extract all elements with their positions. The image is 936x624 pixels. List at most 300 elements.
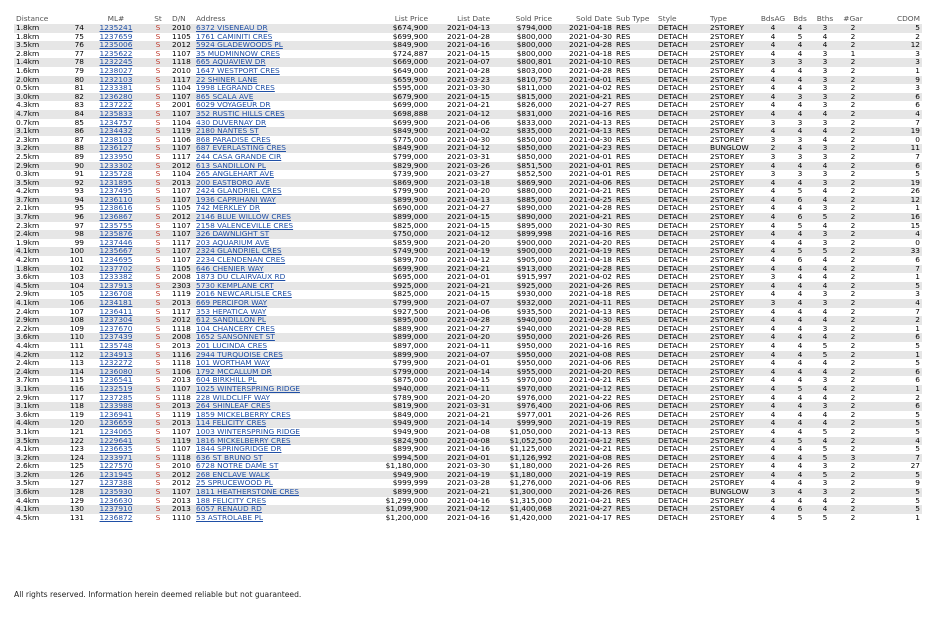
address-link[interactable]: 430 DUVERNAY DR [196,118,267,127]
district-cell: 2013 [172,419,191,428]
address-link[interactable]: 6057 RENAUD RD [196,505,262,514]
address-link[interactable]: 669 PERCIFOR WAY [196,299,268,307]
distance-cell: 3.1km [16,427,40,436]
garage-cell: 2 [850,66,856,75]
bathrooms-cell: 4 [822,367,828,376]
address-link[interactable]: 1025 WINTERSPRING RIDGE [196,384,300,393]
garage-cell: 2 [850,273,856,282]
address-link[interactable]: 244 CASA GRANDE CIR [196,152,282,161]
address-link[interactable]: 868 PARADISE CRES [196,135,271,144]
table-row [14,351,922,360]
ml-number-link[interactable]: 1238027 [99,66,133,75]
district-cell: 2013 [172,341,191,350]
style-cell: DETACH [658,92,688,101]
list-price-cell: $899,900 [392,488,428,497]
address-link[interactable]: 1873 DU CLAIRVAUX RD [196,273,286,282]
ml-number-cell [86,376,146,385]
address-link[interactable]: 264 SHINLEAF CRES [196,402,271,411]
list-date-cell: 2021-03-31 [447,152,490,161]
address-link[interactable]: 1816 MICKELBERRY CRES [196,436,291,445]
table-row [14,239,922,248]
district-cell: 1116 [172,350,191,359]
garage-cell: 2 [850,324,856,333]
distance-cell: 1.4km [16,58,40,67]
list-date-cell: 2021-04-06 [447,307,490,316]
ml-number-link[interactable]: 1234181 [99,299,133,307]
ml-number-cell [86,505,146,514]
status-cell: S [155,204,161,213]
ml-number-link[interactable]: 1233971 [99,453,133,462]
ml-number-cell [86,24,146,33]
ml-number-link[interactable]: 1237670 [99,324,133,333]
header-garage[interactable]: #Gar [843,14,863,23]
style-cell: DETACH [658,178,688,187]
ml-number-cell [86,445,146,454]
address-link[interactable]: 5924 GLADEWOODS PL [196,41,283,50]
list-price-cell: $849,000 [392,410,428,419]
bathrooms-cell: 4 [822,135,828,144]
address-link[interactable]: 2234 CLENDENAN CRES [196,256,286,265]
header-sold-price[interactable]: Sold Price [515,14,552,23]
ml-number-link[interactable]: 1236541 [99,376,133,385]
cdom-cell: 5 [915,427,920,436]
ml-number-link[interactable]: 1235622 [99,49,133,58]
cdom-cell: 27 [910,462,920,471]
ml-number-link[interactable]: 1237285 [99,393,133,402]
cdom-cell: 6 [915,161,920,170]
header-sub-type[interactable]: Sub Type [616,14,650,23]
address-link[interactable]: 2424 GLANDRIEL CRES [196,187,282,196]
garage-cell: 2 [850,307,856,316]
header-bathrooms[interactable]: Bths [816,14,834,23]
ml-number-link[interactable]: 1235755 [99,221,133,230]
ml-number-link[interactable]: 1232519 [99,384,133,393]
sub-type-cell: RES [616,127,631,136]
ml-number-link[interactable]: 1235241 [99,24,133,32]
district-cell: 1119 [172,127,191,136]
address-link[interactable]: 687 EVERLASTING CRES [196,144,286,153]
header-status[interactable]: St [154,14,162,23]
ml-number-cell [86,50,146,59]
address-link[interactable]: 200 EASTBORO AVE [196,178,270,187]
ml-number-link[interactable]: 1236708 [99,290,133,299]
ml-number-link[interactable]: 1234065 [99,427,133,436]
ml-number-link[interactable]: 1232245 [99,58,133,67]
ml-number-link[interactable]: 1236659 [99,419,133,428]
address-cell [194,290,372,299]
ml-number-link[interactable]: 1237304 [99,316,133,325]
distance-cell: 3.6km [16,333,40,342]
sold-price-cell: $940,000 [516,316,552,325]
type-cell: 2STOREY [710,66,745,75]
table-row [14,101,922,110]
row-number-cell: 89 [74,152,84,161]
ml-number-link[interactable]: 1236411 [99,307,133,316]
header-ml-number[interactable]: ML# [107,14,125,23]
district-cell: 1118 [172,453,191,462]
header-list-date[interactable]: List Date [457,14,490,23]
address-cell [194,368,372,377]
address-link[interactable]: 1844 SPRINGRIDGE DR [196,445,282,454]
sub-type-cell: RES [616,92,631,101]
list-date-cell: 2021-03-30 [447,462,490,471]
address-link[interactable]: 636 ST BRUNO ST [196,453,263,462]
address-link[interactable]: 2324 GLANDRIEL CRES [196,247,282,256]
bathrooms-cell: 4 [822,393,828,402]
address-link[interactable]: 1859 MICKELBERRY CRES [196,410,291,419]
ml-number-cell [86,127,146,136]
cdom-cell: 7 [915,453,920,462]
ml-number-link[interactable]: 1236867 [99,213,133,222]
ml-number-link[interactable]: 1233950 [99,152,133,161]
list-date-cell: 2021-04-15 [447,376,490,385]
header-style[interactable]: Style [658,14,677,23]
ml-number-link[interactable]: 1236127 [99,144,133,153]
address-link[interactable]: 352 RUSTIC HILLS CRES [196,109,285,118]
ml-number-link[interactable]: 1237702 [99,264,133,273]
row-number-cell: 121 [69,427,84,436]
district-cell: 1105 [172,204,191,213]
ml-number-link[interactable]: 1233381 [99,84,133,93]
list-date-cell: 2021-04-20 [447,333,490,342]
ml-number-link[interactable]: 1238616 [99,204,133,213]
district-cell: 1107 [172,256,191,265]
cdom-cell: 6 [915,367,920,376]
district-cell: 1107 [172,109,191,118]
address-cell [194,101,372,110]
sub-type-cell: RES [616,49,631,58]
address-link[interactable]: 1998 LEGRAND CRES [196,84,275,93]
address-link[interactable]: 612 SANDILLON PL [196,316,266,325]
ml-number-link[interactable]: 1236635 [99,445,133,454]
header-sold-date[interactable]: Sold Date [576,14,612,23]
ml-number-link[interactable]: 1234432 [99,127,133,136]
address-link[interactable]: 353 HEPATICA WAY [196,307,267,316]
sub-type-cell: RES [616,264,631,273]
bedrooms-cell: 6 [797,505,803,514]
address-link[interactable]: 2016 NEWCARLISLE CRES [196,290,292,299]
ml-number-link[interactable]: 1227570 [99,462,133,471]
distance-cell: 4.4km [16,341,40,350]
table-row [14,222,922,231]
address-link[interactable]: 604 BIRKHILL PL [196,376,257,385]
ml-number-link[interactable]: 1236280 [99,92,133,101]
ml-number-link[interactable]: 1234913 [99,350,133,359]
ml-number-cell [86,437,146,446]
address-link[interactable]: 35 MUDMINNOW CRES [196,49,280,58]
list-price-cell: $699,900 [392,118,428,127]
ml-number-link[interactable]: 1237495 [99,187,133,196]
address-link[interactable]: 2158 VALENCEVILLE CRES [196,221,294,230]
bathrooms-cell: 5 [822,213,828,222]
address-link[interactable]: 114 FELICITY CRES [196,419,267,428]
bedrooms-cell: 4 [797,307,803,316]
table-row [14,230,922,239]
address-link[interactable]: 613 SANDILLON PL [196,161,266,170]
garage-cell: 2 [850,350,856,359]
address-link[interactable]: 665 AQUAVIEW DR [196,58,266,67]
ml-number-cell [86,230,146,239]
header-bedrooms-above-grade[interactable]: BdsAG [760,14,786,23]
list-price-cell: $825,000 [392,221,428,230]
status-cell: S [155,49,161,58]
row-number-cell: 94 [74,195,84,204]
bedrooms-cell: 5 [797,384,803,393]
ml-number-link[interactable]: 1237439 [99,333,133,342]
sold-date-cell: 2021-04-26 [569,462,612,471]
header-type[interactable]: Type [710,14,727,23]
header-cdom[interactable]: CDOM [896,14,920,23]
cdom-cell: 5 [915,24,920,32]
style-cell: DETACH [658,204,688,213]
address-cell [194,351,372,360]
table-row [14,325,922,334]
address-link[interactable]: 1647 WESTPORT CRES [196,66,280,75]
ml-number-link[interactable]: 1237388 [99,479,133,488]
sold-price-cell: $890,000 [516,213,552,222]
ml-number-link[interactable]: 1231895 [99,178,133,187]
address-link[interactable]: 2180 NANTES ST [196,127,259,136]
ml-number-link[interactable]: 1233988 [99,402,133,411]
ml-number-link[interactable]: 1238103 [99,135,133,144]
bathrooms-cell: 4 [822,410,828,419]
distance-cell: 2.4km [16,359,40,368]
ml-number-link[interactable]: 1233382 [99,273,133,282]
bedrooms-cell: 4 [797,204,803,213]
ml-number-link[interactable]: 1237659 [99,32,133,41]
address-link[interactable]: 6029 VOYAGEUR DR [196,101,271,110]
cdom-cell: 6 [915,92,920,101]
list-price-cell: $799,900 [392,299,428,307]
table-row [14,411,922,420]
disclaimer-footer: All rights reserved. Information herein deemed reliable but not guaranteed. [14,590,302,599]
bedrooms-above-grade-cell: 4 [770,367,776,376]
status-cell: S [155,24,161,32]
list-price-cell: $679,900 [392,92,428,101]
list-price-cell: $1,180,000 [385,462,428,471]
address-link[interactable]: 1811 HEATHERSTONE CRES [196,488,299,497]
row-number-cell: 127 [69,479,84,488]
header-distance[interactable]: Distance [16,14,49,23]
cdom-cell: 15 [910,221,920,230]
bedrooms-cell: 4 [797,66,803,75]
cdom-cell: 4 [915,109,920,118]
row-number-cell: 99 [74,238,84,247]
table-row [14,376,922,385]
district-cell: 1105 [172,264,191,273]
bathrooms-cell: 4 [822,316,828,325]
status-cell: S [155,127,161,136]
ml-number-link[interactable]: 1236872 [99,513,133,522]
ml-number-link[interactable]: 1232103 [99,75,133,84]
sold-date-cell: 2021-04-21 [569,187,612,196]
table-header-row [14,14,922,24]
bedrooms-cell: 4 [797,230,803,239]
address-link[interactable]: 22 SHINER LANE [196,75,258,84]
ml-number-link[interactable]: 1236941 [99,410,133,419]
type-cell: 2STOREY [710,273,745,282]
bedrooms-cell: 3 [797,92,803,101]
address-cell [194,144,372,153]
bathrooms-cell: 3 [822,178,828,187]
status-cell: S [155,221,161,230]
header-list-price[interactable]: List Price [394,14,428,23]
address-cell [194,239,372,248]
sold-price-cell: $950,000 [516,333,552,342]
table-row [14,50,922,59]
sub-type-cell: RES [616,84,631,93]
bedrooms-above-grade-cell: 4 [770,384,776,393]
list-price-cell: $899,900 [392,195,428,204]
bedrooms-cell: 3 [797,118,803,127]
bedrooms-above-grade-cell: 4 [770,92,776,101]
bedrooms-above-grade-cell: 4 [770,324,776,333]
address-cell [194,316,372,325]
address-link[interactable]: 2146 BLUE WILLOW CRES [196,213,291,222]
ml-number-link[interactable]: 1235728 [99,170,133,179]
address-link[interactable]: 104 CHANCERY CRES [196,324,275,333]
ml-number-link[interactable]: 1235006 [99,41,133,50]
address-cell [194,93,372,102]
address-link[interactable]: 326 DAWNLIGHT ST [196,230,270,239]
ml-number-link[interactable]: 1235876 [99,230,133,239]
sold-price-cell: $950,000 [516,350,552,359]
bedrooms-cell: 4 [797,470,803,479]
ml-number-link[interactable]: 1234757 [99,118,133,127]
ml-number-cell [86,119,146,128]
distance-cell: 4.1km [16,247,40,256]
row-number-cell: 104 [69,281,84,290]
list-price-cell: $949,900 [392,427,428,436]
address-link[interactable]: 101 WORTHAM WAY [196,359,270,368]
ml-number-link[interactable]: 1234695 [99,256,133,265]
style-cell: DETACH [658,316,688,325]
bathrooms-cell: 3 [822,58,828,67]
ml-number-link[interactable]: 1235930 [99,488,133,497]
sold-date-cell: 2021-04-01 [569,170,612,179]
district-cell: 2303 [172,281,191,290]
ml-number-link[interactable]: 1237446 [99,238,133,247]
ml-number-link[interactable]: 1233302 [99,161,133,170]
ml-number-link[interactable]: 1237910 [99,505,133,514]
address-cell [194,428,372,437]
ml-number-cell [86,385,146,394]
sub-type-cell: RES [616,410,631,419]
ml-number-cell [86,359,146,368]
address-link[interactable]: 646 CHENIER WAY [196,264,264,273]
ml-number-link[interactable]: 1236080 [99,367,133,376]
list-price-cell: $875,000 [392,376,428,385]
style-cell: DETACH [658,367,688,376]
sold-date-cell: 2021-04-06 [569,479,612,488]
sold-price-cell: $950,000 [516,359,552,368]
address-link[interactable]: 2944 TURQUOISE CRES [196,350,283,359]
address-link[interactable]: 5730 KEMPLANE CRT [196,281,274,290]
address-link[interactable]: 1761 CAMINITI CRES [196,32,273,41]
address-link[interactable]: 201 LUCINDA CRES [196,341,268,350]
bedrooms-cell: 4 [797,333,803,342]
address-cell [194,505,372,514]
header-address[interactable]: Address [196,14,226,23]
row-number-cell: 75 [74,32,84,41]
address-link[interactable]: 188 FELICITY CRES [196,496,267,505]
ml-number-link[interactable]: 1237222 [99,101,133,110]
bedrooms-above-grade-cell: 4 [770,350,776,359]
ml-number-link[interactable]: 1229641 [99,436,133,445]
cdom-cell: 3 [915,58,920,67]
ml-number-link[interactable]: 1235667 [99,247,133,256]
address-link[interactable]: 25 SPRUCEWOOD PL [196,479,273,488]
bedrooms-cell: 4 [797,453,803,462]
ml-number-link[interactable]: 1231945 [99,470,133,479]
address-link[interactable]: 6728 NOTRE DAME ST [196,462,279,471]
address-link[interactable]: 742 MERKLEY DR [196,204,260,213]
address-link[interactable]: 1936 CAPRIHANI WAY [196,195,276,204]
cdom-cell: 2 [915,393,920,402]
address-link[interactable]: 265 ANGLEHART AVE [196,170,274,179]
sub-type-cell: RES [616,144,631,153]
bathrooms-cell: 3 [822,144,828,153]
sold-date-cell: 2021-04-19 [569,419,612,428]
district-cell: 1104 [172,170,191,179]
address-link[interactable]: 53 ASTROLABE PL [196,513,263,522]
status-cell: S [155,393,161,402]
bathrooms-cell: 3 [822,376,828,385]
ml-number-link[interactable]: 1237913 [99,281,133,290]
ml-number-link[interactable]: 1235748 [99,341,133,350]
sold-price-cell: $932,000 [516,299,552,307]
list-price-cell: $899,900 [392,350,428,359]
address-link[interactable]: 865 SCALA AVE [196,92,254,101]
sold-date-cell: 2021-04-30 [569,32,612,41]
bathrooms-cell: 3 [822,92,828,101]
address-cell [194,462,372,471]
ml-number-link[interactable]: 1236630 [99,496,133,505]
address-link[interactable]: 1792 MCCALLUM DR [196,367,272,376]
district-cell: 2013 [172,505,191,514]
bathrooms-cell: 3 [822,66,828,75]
ml-number-link[interactable]: 1236110 [99,195,133,204]
header-bedrooms[interactable]: Bds [793,14,807,23]
style-cell: DETACH [658,436,688,445]
ml-number-cell [86,351,146,360]
list-price-cell: $869,900 [392,178,428,187]
address-link[interactable]: 6372 VISENEAU DR [196,24,268,32]
address-link[interactable]: 268 ENCLAVE WALK [196,470,270,479]
header-district[interactable]: D/N [172,14,186,23]
district-cell: 1107 [172,247,191,256]
ml-number-cell [86,368,146,377]
distance-cell: 4.5km [16,281,40,290]
cdom-cell: 33 [910,247,920,256]
address-link[interactable]: 203 AQUARIUM AVE [196,238,270,247]
sold-price-cell: $950,000 [516,341,552,350]
table-row [14,58,922,67]
bedrooms-above-grade-cell: 4 [770,49,776,58]
table-row [14,33,922,42]
address-link[interactable]: 1003 WINTERSPRING RIDGE [196,427,300,436]
ml-number-cell [86,273,146,282]
type-cell: 2STOREY [710,513,745,522]
address-link[interactable]: 228 WILDCLIFF WAY [196,393,270,402]
sold-price-cell: $900,000 [516,238,552,247]
garage-cell: 2 [850,376,856,385]
ml-number-link[interactable]: 1232272 [99,359,133,368]
list-price-cell: $899,000 [392,213,428,222]
list-date-cell: 2021-04-16 [447,513,490,522]
ml-number-link[interactable]: 1235833 [99,109,133,118]
address-link[interactable]: 1652 SANSONNET ST [196,333,275,342]
